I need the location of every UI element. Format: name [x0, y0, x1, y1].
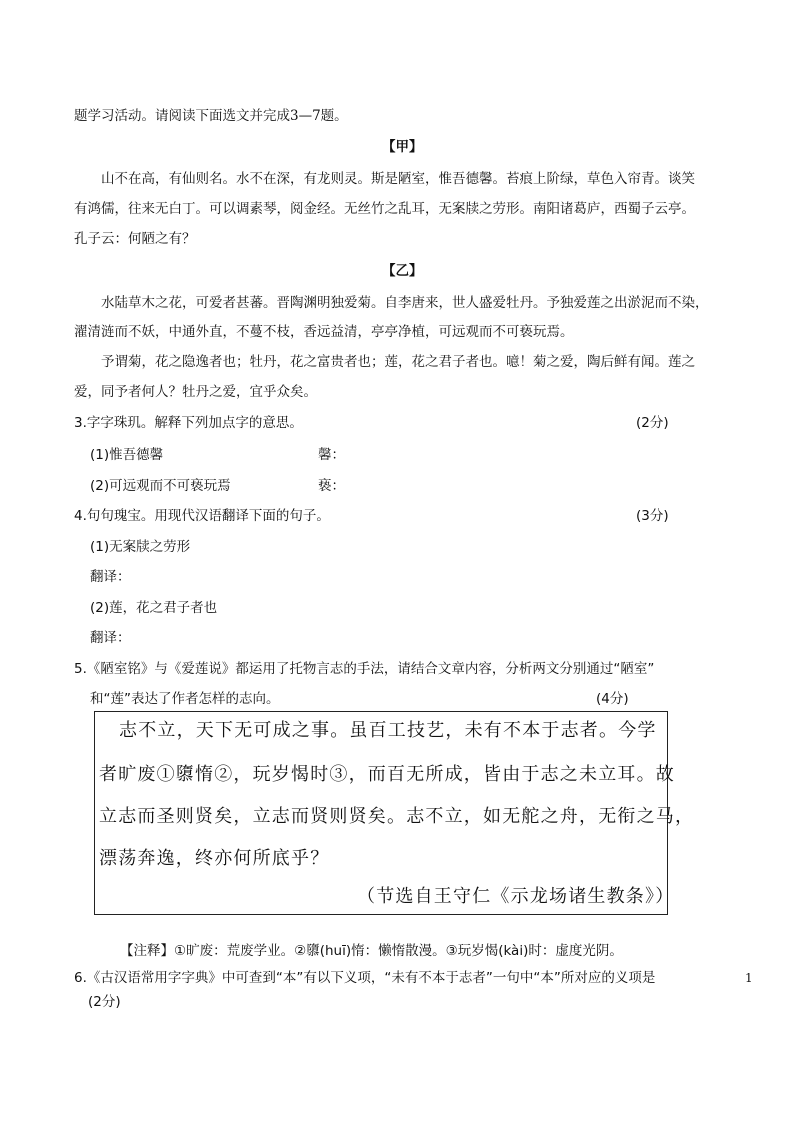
passage-a-heading: 【甲】 — [382, 139, 423, 155]
box-source: （节选自王守仁《示龙场诸生教条》） — [357, 886, 675, 907]
q4-answer-label-2: 翻译： — [90, 630, 131, 646]
quoted-passage-box — [94, 711, 695, 915]
passage-a-line: 山不在高，有仙则名。水不在深，有龙则灵。斯是陋室，惟吾德馨。苔痕上阶绿，草色入帘青。谈笑 — [101, 171, 695, 187]
passage-b-line: 予谓菊，花之隐逸者也；牡丹，花之富贵者也；莲，花之君子者也。噫！菊之爱，陶后鲜有闻。莲之 — [101, 354, 695, 370]
q5-line-2: 和“莲”表达了作者怎样的志向。 — [90, 691, 280, 707]
q4-item-1: (1)无案牍之劳形 — [90, 539, 191, 555]
intro-text: 题学习活动。请阅读下面选文并完成3—7题。 — [74, 108, 348, 124]
q6-line-1: 6.《古汉语常用字字典》中可查到“本”有以下义项，“未有不本于志者”一句中“本”所对应的义项是 — [74, 970, 656, 986]
q5-line-1: 5.《陋室铭》与《爱莲说》都运用了托物言志的手法，请结合文章内容，分析两文分别通过“陋室” — [74, 661, 655, 677]
box-line: 漂荡奔逸，终亦何所底乎？ — [99, 848, 330, 869]
q4-score: (3分) — [636, 508, 669, 524]
page-number: 1 — [745, 971, 753, 985]
passage-b-line: 爱，同予者何人？牡丹之爱，宜乎众矣。 — [74, 384, 317, 400]
passage-b-line: 水陆草木之花，可爱者甚蕃。晋陶渊明独爱菊。自李唐来，世人盛爱牡丹。予独爱莲之出淤泥而不染， — [101, 295, 709, 311]
q3-stem: 3.字字珠玑。解释下列加点字的意思。 — [74, 415, 303, 431]
q3-item-1: (1)惟吾德馨 — [90, 447, 164, 463]
q4-answer-label-1: 翻译： — [90, 569, 131, 585]
passage-b-line: 濯清涟而不妖，中通外直，不蔓不枝，香远益清，亭亭净植，可远观而不可亵玩焉。 — [74, 324, 574, 340]
q3-score: (2分) — [636, 415, 669, 431]
q3-answer-label-1: 馨： — [318, 447, 345, 463]
q4-stem: 4.句句瑰宝。用现代汉语翻译下面的句子。 — [74, 508, 330, 524]
q4-item-2: (2)莲，花之君子者也 — [90, 600, 218, 616]
annotation-note: 【注释】①旷废：荒废学业。②隳(huī)惰：懒惰散漫。③玩岁愒(kài)时：虚度光阴。 — [120, 943, 623, 959]
box-line: 志不立，天下无可成之事。虽百工技艺，未有不本于志者。今学 — [119, 720, 657, 741]
q3-item-2: (2)可远观而不可亵玩焉 — [90, 478, 231, 494]
box-line: 者旷废①隳惰②，玩岁愒时③，而百无所成，皆由于志之未立耳。故 — [99, 764, 675, 785]
passage-a-line: 孔子云：何陋之有？ — [74, 231, 196, 247]
box-line: 立志而圣则贤矣，立志而贤则贤矣。志不立，如无舵之舟，无衔之马， — [99, 806, 695, 827]
passage-a-line: 有鸿儒，往来无白丁。可以调素琴，阅金经。无丝竹之乱耳，无案牍之劳形。南阳诸葛庐，西蜀子云亭。 — [74, 201, 695, 217]
q6-line-2: (2分) — [88, 994, 121, 1010]
q5-score: (4分) — [596, 691, 629, 707]
q3-answer-label-2: 亵： — [318, 478, 345, 494]
passage-b-heading: 【乙】 — [382, 263, 423, 279]
